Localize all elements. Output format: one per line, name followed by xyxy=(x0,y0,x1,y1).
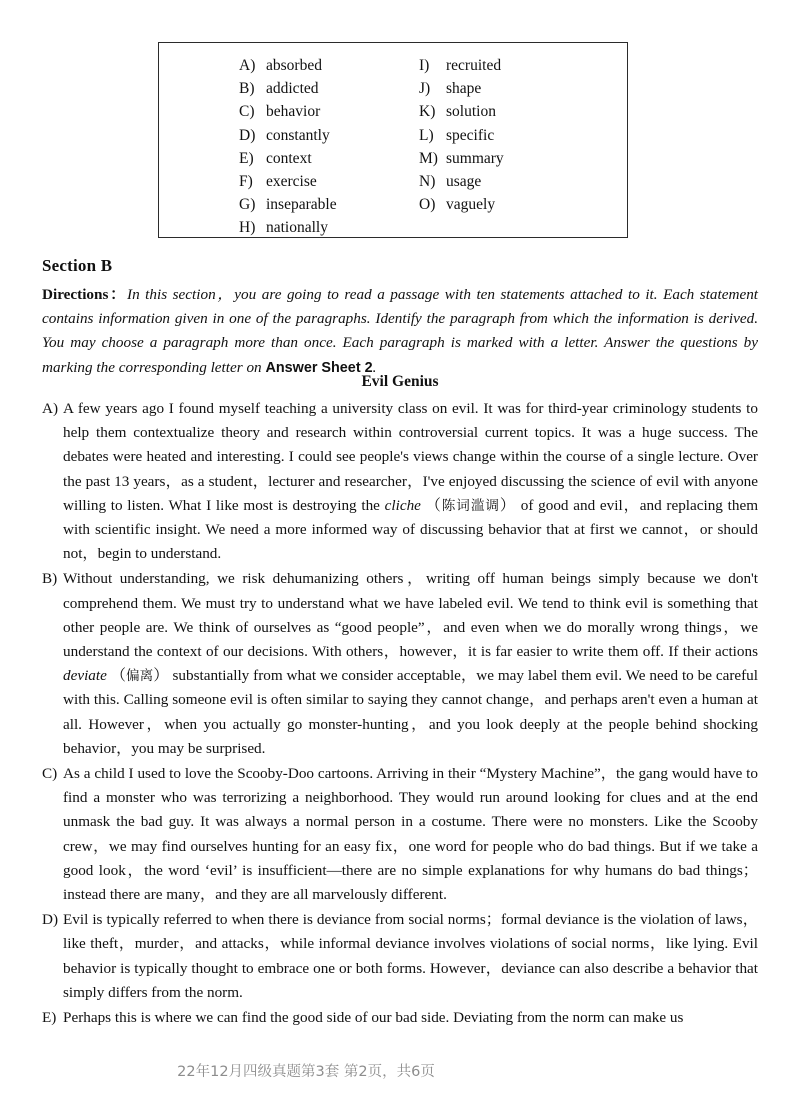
word-bank-option-word: context xyxy=(266,149,312,167)
paragraph-letter: D) xyxy=(42,911,59,929)
word-bank-option[interactable] xyxy=(239,54,419,77)
word-bank-option[interactable] xyxy=(239,170,419,193)
word-bank-option-word: absorbed xyxy=(266,57,322,74)
passage-paragraph xyxy=(42,397,758,566)
answer-sheet-label: Answer Sheet 2 xyxy=(265,359,373,376)
chinese-gloss: 陈词滥调 xyxy=(441,497,500,514)
word-bank-option-word: nationally xyxy=(266,219,328,237)
text-run: Without understanding, we risk dehumanizing others，writing off human beings simply because we don't comprehend them. We must try to understand what we have labeled evil. We tend to think evil is something that other people are. We think of ourselves as “good people”，and even when we do morally wrong things，we understand the context of our decisions. With others，however，it is far easier to write them off. If their actions xyxy=(63,570,758,661)
paragraph-letter: E) xyxy=(42,1009,57,1027)
word-bank-option[interactable] xyxy=(419,193,599,216)
text-run: （ xyxy=(106,667,126,685)
word-bank-option-letter: D) xyxy=(239,126,256,144)
passage-paragraph xyxy=(42,567,758,761)
passage-title: Evil Genius xyxy=(361,373,439,390)
word-bank-option-word: inseparable xyxy=(266,196,337,214)
paragraph-text xyxy=(63,1009,683,1026)
paragraph-text xyxy=(63,400,758,562)
word-bank-option[interactable] xyxy=(239,77,419,100)
word-bank-option-word: addicted xyxy=(266,80,319,98)
paragraph-text xyxy=(63,911,758,1001)
word-bank-option-word: recruited xyxy=(446,57,502,74)
paragraph-text xyxy=(63,765,758,903)
word-bank-option-letter: O) xyxy=(419,196,436,214)
word-bank-option-letter: G) xyxy=(239,196,256,214)
passage-body xyxy=(42,397,758,1031)
word-bank-option-letter: L) xyxy=(419,126,434,144)
word-bank-option[interactable] xyxy=(419,170,599,193)
word-bank-option-word: specific xyxy=(446,126,495,144)
word-bank-option-word: shape xyxy=(446,80,482,98)
paragraph-letter: B) xyxy=(42,570,58,588)
directions-block xyxy=(42,283,758,380)
word-bank-option[interactable] xyxy=(239,193,419,216)
paragraph-letter: C) xyxy=(42,765,58,783)
word-bank-option-letter: J) xyxy=(419,80,431,98)
directions-separator: ： xyxy=(108,286,128,303)
word-bank-option-word: usage xyxy=(446,172,482,190)
word-bank-option[interactable] xyxy=(419,77,599,100)
word-bank-option-word: constantly xyxy=(266,126,330,144)
word-bank-option-letter: M) xyxy=(419,149,438,167)
word-bank-option-letter: B) xyxy=(239,80,255,98)
directions-label: Directions xyxy=(42,286,109,303)
paragraph-text xyxy=(63,570,758,756)
word-bank-option-word: solution xyxy=(446,103,496,121)
word-bank-option[interactable] xyxy=(419,147,599,170)
word-bank-option-letter: I) xyxy=(419,57,430,74)
word-bank-option[interactable] xyxy=(239,147,419,170)
word-bank-option[interactable] xyxy=(239,216,419,239)
word-bank-option-letter: E) xyxy=(239,149,254,167)
word-bank-option-word: exercise xyxy=(266,172,317,190)
directions-text-part2: . xyxy=(372,358,377,376)
word-bank-option-letter: H) xyxy=(239,219,256,237)
passage-paragraph xyxy=(42,1006,758,1030)
word-bank-option-letter: A) xyxy=(239,57,256,74)
word-bank-option[interactable] xyxy=(419,54,599,77)
word-bank-option-word: behavior xyxy=(266,103,321,121)
word-bank-option[interactable] xyxy=(419,100,599,123)
page-footer: 22年12月四级真题第3套 第2页，共6页 xyxy=(177,1064,435,1080)
italic-term: cliche xyxy=(384,496,421,514)
word-bank-option-letter: F) xyxy=(239,172,253,190)
text-run: Perhaps this is where we can find the good side of our bad side. Deviating from the norm can make us xyxy=(63,1009,684,1027)
word-bank-option[interactable] xyxy=(419,124,599,147)
word-bank-option-letter: K) xyxy=(419,103,436,121)
word-bank-list xyxy=(239,54,619,240)
word-bank-option[interactable] xyxy=(239,124,419,147)
word-bank-option-letter: C) xyxy=(239,103,255,121)
section-heading: Section B xyxy=(42,256,113,275)
directions-text-part1: In this section，you are going to read a passage with ten statements attached to it. Each statement contains information given in one of the paragraphs. Identify the paragraph from which the information is derived. You may choose a paragraph more than once. Each paragraph is marked with a letter. Answer the questions by marking the corresponding letter on xyxy=(42,286,759,376)
passage-paragraph xyxy=(42,762,758,907)
word-bank-option[interactable] xyxy=(239,100,419,123)
word-bank-box xyxy=(158,42,628,238)
chinese-gloss: 偏离 xyxy=(126,668,154,685)
text-run: Evil is typically referred to when there is deviance from social norms；formal deviance is the violation of laws，like theft，murder，and attacks，while informal deviance involves violations of social norms，like lying. Evil behavior is typically thought to embrace one or both forms. However，deviance can also describe a behavior that simply differs from the norm. xyxy=(63,911,758,1001)
text-run: （ xyxy=(420,496,442,514)
italic-term: deviate xyxy=(63,667,107,685)
text-run: A few years ago I found myself teaching a university class on evil. It was for third-year criminology students to help them contextualize theory and research within controversial current topics. It was a huge success. The debates were heated and interesting. I could see people's views change within the course of a single lecture. Over the past 13 years，as a student，lecturer and researcher，I've enjoyed discussing the science of evil with anyone willing to listen. What I like most is destroying the xyxy=(63,400,758,514)
passage-paragraph xyxy=(42,908,758,1005)
text-run: As a child I used to love the Scooby-Doo cartoons. Arriving in their “Mystery Machine”，the gang would have to find a monster who was terrorizing a neighborhood. They would run around looking for clues and at the end unmask the bad guy. It was always a normal person in a costume. There were no monsters. Like the Scooby crew，we may find ourselves hunting for an easy fix，one word for people who do bad things. But if we take a good look，the word ‘evil’ is insufficient—there are no simple explanations for why humans do bad things；instead there are many，and they are all marvelously different. xyxy=(63,765,758,904)
word-bank-option-word: vaguely xyxy=(446,196,496,214)
word-bank-option-letter: N) xyxy=(419,172,436,190)
text-run: ） of good and evil，and replacing them with scientific insight. We need a more informed way of discussing behavior that at first we cannot，or should not，begin to understand. xyxy=(63,496,759,563)
text-run: ） substantially from what we consider acceptable，we may label them evil. We need to be careful with this. Calling someone evil is often similar to saying they cannot change，and perhaps aren't even a human at all. However，when you actually go monster-hunting，and you look deeply at the people behind shocking behavior，you may be surprised. xyxy=(63,667,758,757)
word-bank-option-word: summary xyxy=(446,149,504,167)
paragraph-letter: A) xyxy=(42,400,59,417)
